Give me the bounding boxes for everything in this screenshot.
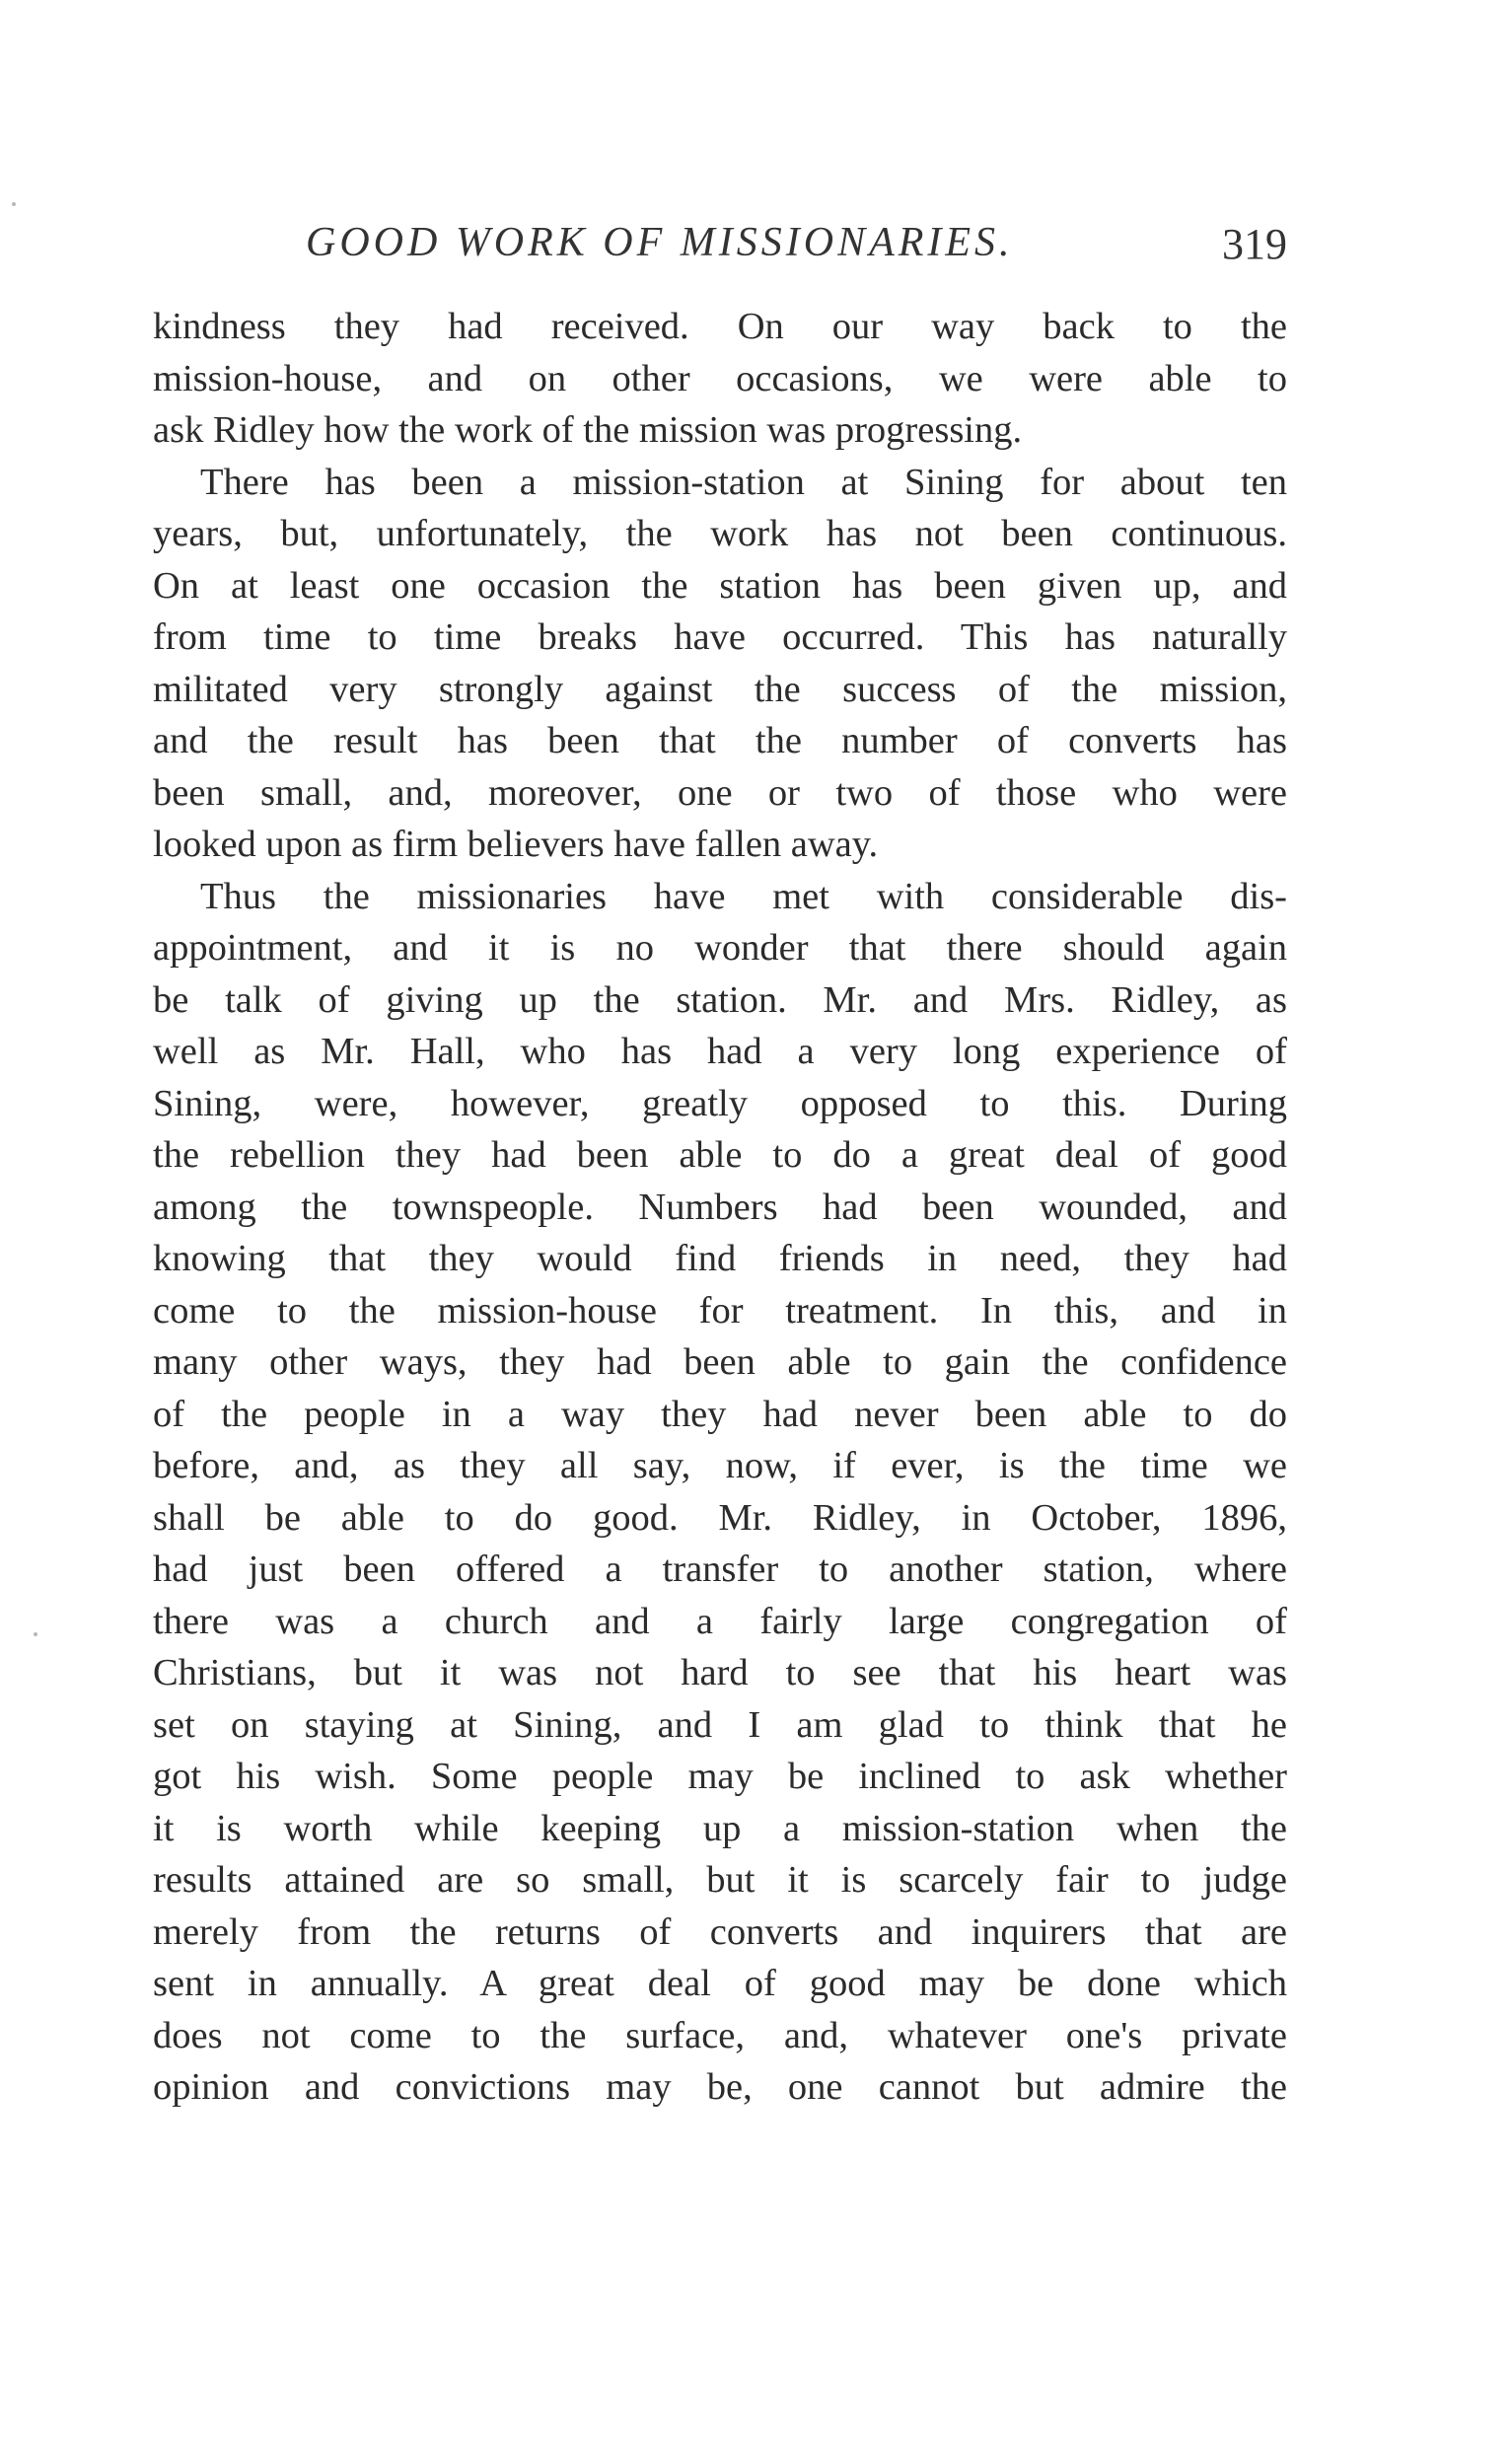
text-line: Christians, but it was not hard to see that his heart was — [153, 1652, 1287, 1693]
text-line: there was a church and a fairly large congregation of — [153, 1600, 1287, 1642]
text-line: the rebellion they had been able to do a great deal of good — [153, 1134, 1287, 1176]
text-line: before, and, as they all say, now, if ever, is the time we — [153, 1445, 1287, 1486]
text-line: and the result has been that the number of converts has — [153, 720, 1287, 761]
text-line: merely from the returns of converts and inquirers that are — [153, 1910, 1287, 1953]
paragraph-start-line: There has been a mission-station at Sining for about ten — [200, 461, 1287, 503]
paper-speck — [12, 202, 16, 206]
text-line: Sining, were, however, greatly opposed to this. During — [153, 1082, 1287, 1124]
text-line: kindness they had received. On our way back to the — [153, 306, 1287, 347]
paper-speck — [34, 1632, 37, 1636]
text-line: opinion and convictions may be, one cannot but admire the — [153, 2066, 1287, 2108]
text-line: come to the mission-house for treatment. In this, and in — [153, 1289, 1287, 1331]
text-line: knowing that they would find friends in need, they had — [153, 1238, 1287, 1279]
text-line: among the townspeople. Numbers had been wounded, and — [153, 1186, 1287, 1228]
text-line: appointment, and it is no wonder that there should again — [153, 927, 1287, 969]
text-line: mission-house, and on other occasions, we were able to — [153, 357, 1287, 399]
text-line: looked upon as firm believers have fallen away. — [153, 824, 879, 865]
text-line: years, but, unfortunately, the work has not been continuous. — [153, 513, 1287, 554]
text-line: shall be able to do good. Mr. Ridley, in October, 1896, — [153, 1496, 1287, 1539]
text-line: had just been offered a transfer to another station, where — [153, 1548, 1287, 1590]
running-head — [153, 219, 1287, 278]
text-line: well as Mr. Hall, who has had a very long experience of — [153, 1031, 1287, 1072]
page-number: 319 — [1222, 220, 1287, 268]
text-line: ask Ridley how the work of the mission was progressing. — [153, 409, 1023, 451]
text-line: On at least one occasion the station has been given up, and — [153, 564, 1287, 607]
text-line: set on staying at Sining, and I am glad to think that he — [153, 1703, 1287, 1746]
text-line: it is worth while keeping up a mission-station when the — [153, 1807, 1287, 1849]
text-line: does not come to the surface, and, whatever one's private — [153, 2014, 1287, 2056]
text-line: be talk of giving up the station. Mr. and Mrs. Ridley, as — [153, 978, 1287, 1021]
text-line: many other ways, they had been able to gain the confidence — [153, 1341, 1287, 1383]
text-line: of the people in a way they had never been able to do — [153, 1393, 1287, 1435]
paragraph-start-line: Thus the missionaries have met with considerable dis- — [200, 875, 1287, 917]
running-title: GOOD WORK OF MISSIONARIES. — [306, 220, 1014, 265]
text-line: sent in annually. A great deal of good may be done which — [153, 1963, 1287, 2004]
text-line: from time to time breaks have occurred. This has naturally — [153, 616, 1287, 658]
text-line: got his wish. Some people may be inclined to ask whether — [153, 1756, 1287, 1797]
body-text — [153, 301, 1287, 2114]
text-line: militated very strongly against the success of the mission, — [153, 668, 1287, 710]
text-line: results attained are so small, but it is scarcely fair to judge — [153, 1859, 1287, 1901]
text-line: been small, and, moreover, one or two of those who were — [153, 771, 1287, 814]
